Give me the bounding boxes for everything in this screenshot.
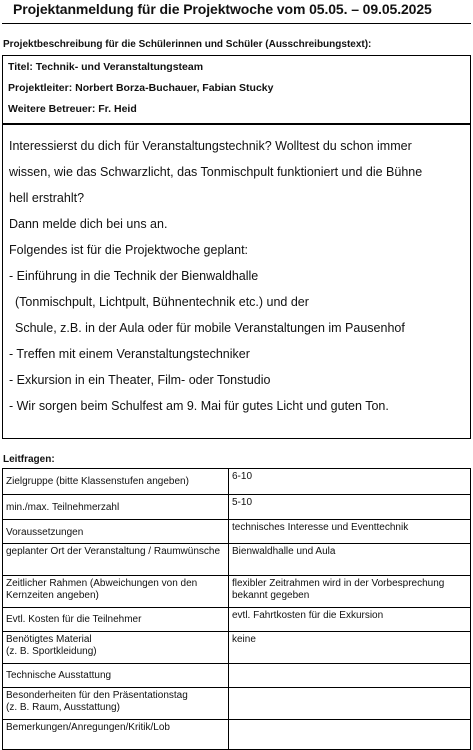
project-supervisors-line: Weitere Betreuer: Fr. Heid — [8, 103, 137, 115]
description-bullet: - Einführung in die Technik der Bienwaldhalle — [9, 269, 259, 283]
table-row — [3, 544, 471, 576]
title-divider — [2, 23, 471, 24]
project-leaders-line: Projektleiter: Norbert Borza-Buchauer, Fabian Stucky — [8, 82, 274, 94]
table-row — [3, 495, 471, 520]
question-cell: Voraussetzungen — [3, 520, 229, 544]
answer-cell[interactable] — [229, 688, 471, 720]
description-line: wissen, wie das Schwarzlicht, das Tonmischpult funktioniert und die Bühne — [9, 165, 423, 179]
table-row — [3, 632, 471, 664]
description-line: hell erstrahlt? — [9, 191, 85, 205]
question-cell: Zielgruppe (bitte Klassenstufen angeben) — [3, 469, 229, 495]
answer-cell[interactable]: flexibler Zeitrahmen wird in der Vorbesprechung bekannt gegeben — [229, 576, 471, 608]
project-description-box — [2, 124, 471, 439]
question-cell: Evtl. Kosten für die Teilnehmer — [3, 608, 229, 632]
answer-cell[interactable]: 5-10 — [229, 495, 471, 520]
description-line: Folgendes ist für die Projektwoche geplant: — [9, 243, 249, 257]
description-bullet: - Wir sorgen beim Schulfest am 9. Mai für gutes Licht und guten Ton. — [9, 399, 389, 413]
answer-cell[interactable]: 6-10 — [229, 469, 471, 495]
table-row — [3, 720, 471, 750]
answer-cell[interactable]: technisches Interesse und Eventtechnik — [229, 520, 471, 544]
question-cell: Technische Ausstattung — [3, 664, 229, 688]
page-title: Projektanmeldung für die Projektwoche vom 05.05. – 09.05.2025 — [13, 1, 432, 17]
answer-cell[interactable]: Bienwaldhalle und Aula — [229, 544, 471, 576]
table-row — [3, 608, 471, 632]
description-bullet: - Exkursion in ein Theater, Film- oder Tonstudio — [9, 373, 271, 387]
description-line: Dann melde dich bei uns an. — [9, 217, 168, 231]
description-line: Schule, z.B. in der Aula oder für mobile Veranstaltungen im Pausenhof — [15, 321, 405, 335]
table-row — [3, 664, 471, 688]
description-section-heading: Projektbeschreibung für die Schülerinnen und Schüler (Ausschreibungstext): — [3, 39, 372, 50]
description-bullet: - Treffen mit einem Veranstaltungstechniker — [9, 347, 250, 361]
question-cell: Bemerkungen/Anregungen/Kritik/Lob — [3, 720, 229, 750]
table-row — [3, 688, 471, 720]
project-meta-box — [2, 55, 471, 124]
project-title-line: Titel: Technik- und Veranstaltungsteam — [8, 61, 204, 73]
question-cell: Benötigtes Material (z. B. Sportkleidung) — [3, 632, 229, 664]
table-row — [3, 469, 471, 495]
question-cell: geplanter Ort der Veranstaltung / Raumwünsche — [3, 544, 229, 576]
question-cell: min./max. Teilnehmerzahl — [3, 495, 229, 520]
description-line: (Tonmischpult, Lichtpult, Bühnentechnik etc.) und der — [15, 295, 309, 309]
description-line: Interessierst du dich für Veranstaltungstechnik? Wolltest du schon immer — [9, 139, 412, 153]
answer-cell[interactable] — [229, 720, 471, 750]
table-row — [3, 576, 471, 608]
question-cell: Besonderheiten für den Präsentationstag (z. B. Raum, Ausstattung) — [3, 688, 229, 720]
answer-cell[interactable]: keine — [229, 632, 471, 664]
question-cell: Zeitlicher Rahmen (Abweichungen von den Kernzeiten angeben) — [3, 576, 229, 608]
guide-questions-heading: Leitfragen: — [3, 454, 55, 465]
answer-cell[interactable]: evtl. Fahrtkosten für die Exkursion — [229, 608, 471, 632]
answer-cell[interactable] — [229, 664, 471, 688]
guide-questions-table — [2, 468, 471, 750]
table-row — [3, 520, 471, 544]
